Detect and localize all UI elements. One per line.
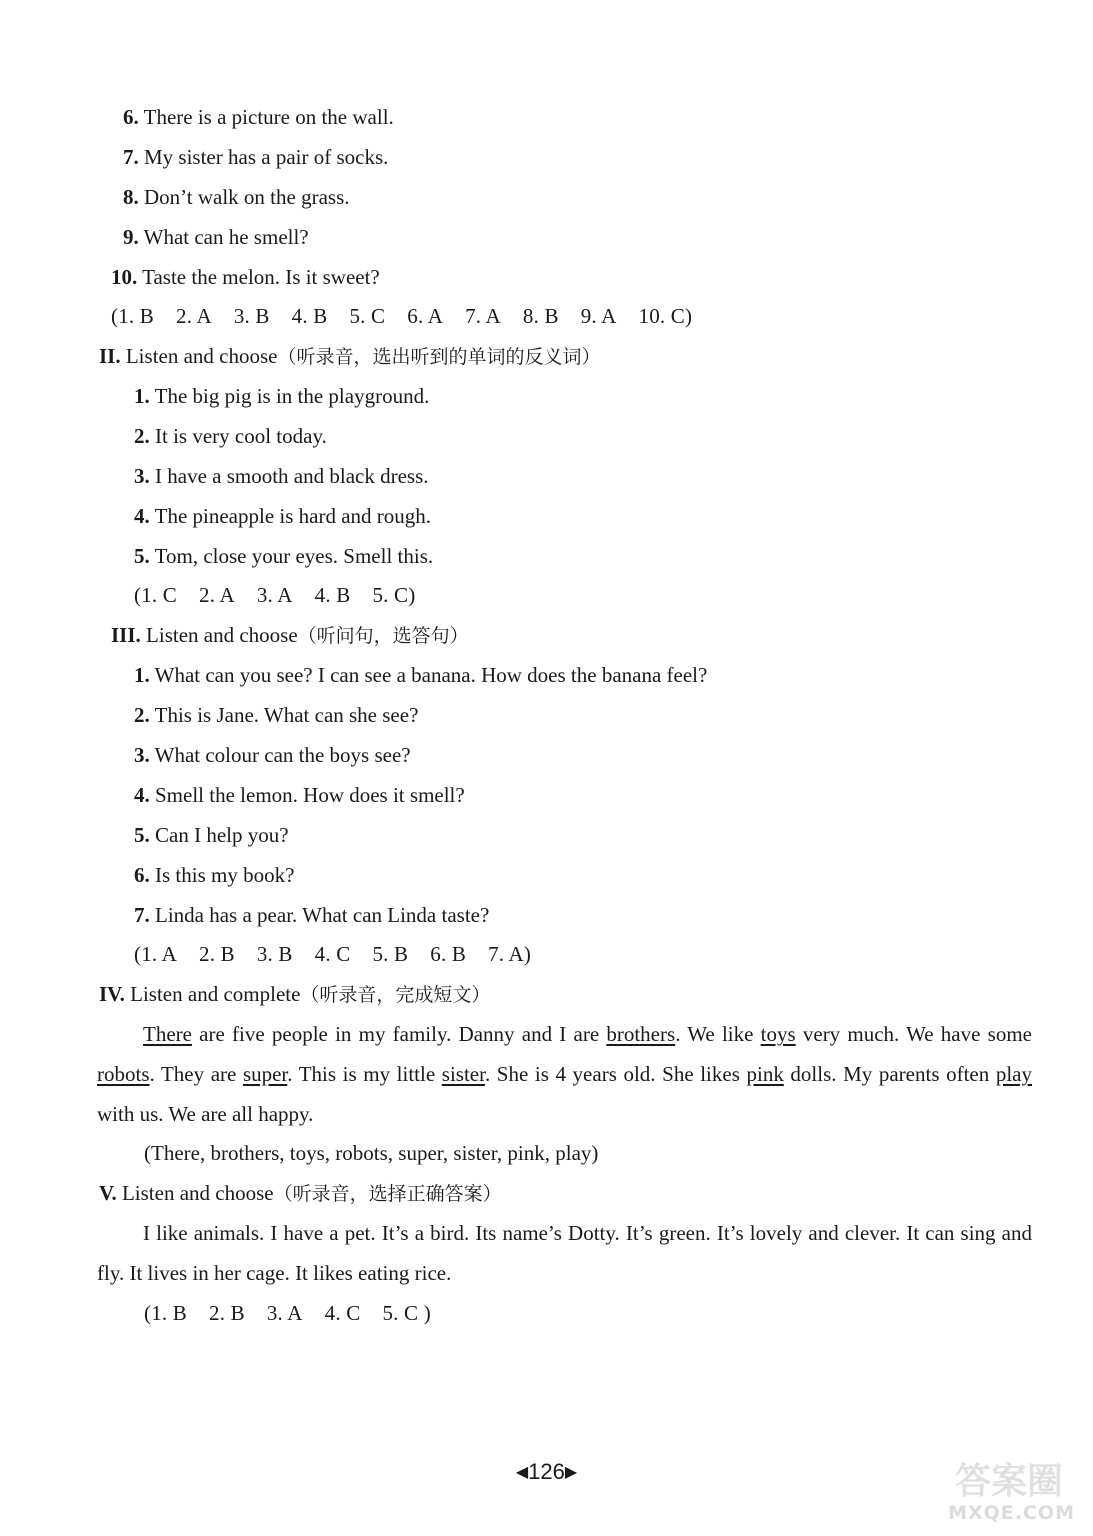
script-line: 1. The big pig is in the playground. <box>134 384 430 408</box>
part1-answer-key <box>111 303 692 329</box>
section3-answer-key <box>134 941 531 967</box>
script-line: 4. The pineapple is hard and rough. <box>134 504 432 528</box>
script-line-6: 6. There is a picture on the wall. <box>123 105 394 129</box>
answer: 3. B <box>233 304 270 328</box>
script-line-10: 10. Taste the melon. Is it sweet? <box>111 265 380 289</box>
answer: 4. B <box>291 304 328 328</box>
script-line: 7. Linda has a pear. What can Linda taste? <box>134 903 490 927</box>
script-line: 5. Can I help you? <box>134 823 289 847</box>
answer: 3. B <box>256 942 293 966</box>
section-heading-5: V. Listen and choose（听录音，选择正确答案） <box>99 1181 502 1205</box>
script-line: 2. It is very cool today. <box>134 424 327 448</box>
answer: 2. B <box>209 1301 245 1325</box>
script-line-9: 9. What can he smell? <box>123 225 309 249</box>
answer: 5. B <box>372 942 409 966</box>
triangle-right-icon: ▶ <box>564 1464 578 1481</box>
answer: 5. C ) <box>382 1301 431 1325</box>
answer: 10. C) <box>638 304 693 328</box>
answer: 3. A <box>256 583 293 607</box>
section5-passage: I like animals. I have a pet. It’s a bird. Its name’s Dotty. It’s green. It’s lovely and clever. It can sing and fly. It lives in her cage. It likes eating rice. <box>97 1221 1032 1285</box>
script-line: 3. I have a smooth and black dress. <box>134 464 429 488</box>
section4-answer-key: (There, brothers, toys, robots, super, sister, pink, play) <box>144 1141 599 1165</box>
script-line: 6. Is this my book? <box>134 863 295 887</box>
answer: (1. B <box>144 1301 187 1325</box>
answer: 7. A) <box>488 942 532 966</box>
script-line-7: 7. My sister has a pair of socks. <box>123 145 389 169</box>
section-heading-4: IV. Listen and complete（听录音，完成短文） <box>99 982 491 1006</box>
answer: 2. A <box>199 583 235 607</box>
script-line-8: 8. Don’t walk on the grass. <box>123 185 350 209</box>
answer: 4. C <box>324 1301 361 1325</box>
answer: 2. A <box>176 304 212 328</box>
triangle-left-icon: ◀ <box>515 1464 529 1481</box>
answer: (1. A <box>134 942 177 966</box>
section4-passage: There are five people in my family. Danny and I are brothers. We like toys very much. We have some robots. They are super. This is my little sister. She is 4 years old. She likes pink dolls. My parents often play with us. We are all happy. <box>97 1022 1032 1126</box>
answer: 7. A <box>465 304 501 328</box>
answer: 9. A <box>580 304 617 328</box>
section5-answer-key <box>144 1300 431 1326</box>
answer: 6. B <box>430 942 467 966</box>
answer: 4. C <box>314 942 351 966</box>
script-line: 1. What can you see? I can see a banana. How does the banana feel? <box>134 663 708 687</box>
answer: 6. A <box>407 304 444 328</box>
answer: (1. B <box>111 304 154 328</box>
section-heading-3: III. Listen and choose（听问句，选答句） <box>111 623 469 647</box>
answer: 5. C) <box>372 583 416 607</box>
watermark <box>931 1453 1081 1528</box>
answer: 8. B <box>522 304 559 328</box>
section-heading-2: II. Listen and choose（听录音，选出听到的单词的反义词） <box>99 344 601 368</box>
answer: (1. C <box>134 583 177 607</box>
section2-answer-key <box>134 582 415 608</box>
script-line: 3. What colour can the boys see? <box>134 743 411 767</box>
answer: 4. B <box>314 583 351 607</box>
watermark-site: MXQE.COM <box>948 1502 1075 1524</box>
script-line: 4. Smell the lemon. How does it smell? <box>134 783 465 807</box>
answer: 5. C <box>349 304 386 328</box>
answer: 2. B <box>199 942 235 966</box>
answer: 3. A <box>266 1301 303 1325</box>
page-number: ◀126▶ <box>515 1459 578 1484</box>
watermark-logo: 答案圈 <box>954 1461 1063 1502</box>
script-line: 2. This is Jane. What can she see? <box>134 703 419 727</box>
script-line: 5. Tom, close your eyes. Smell this. <box>134 544 434 568</box>
